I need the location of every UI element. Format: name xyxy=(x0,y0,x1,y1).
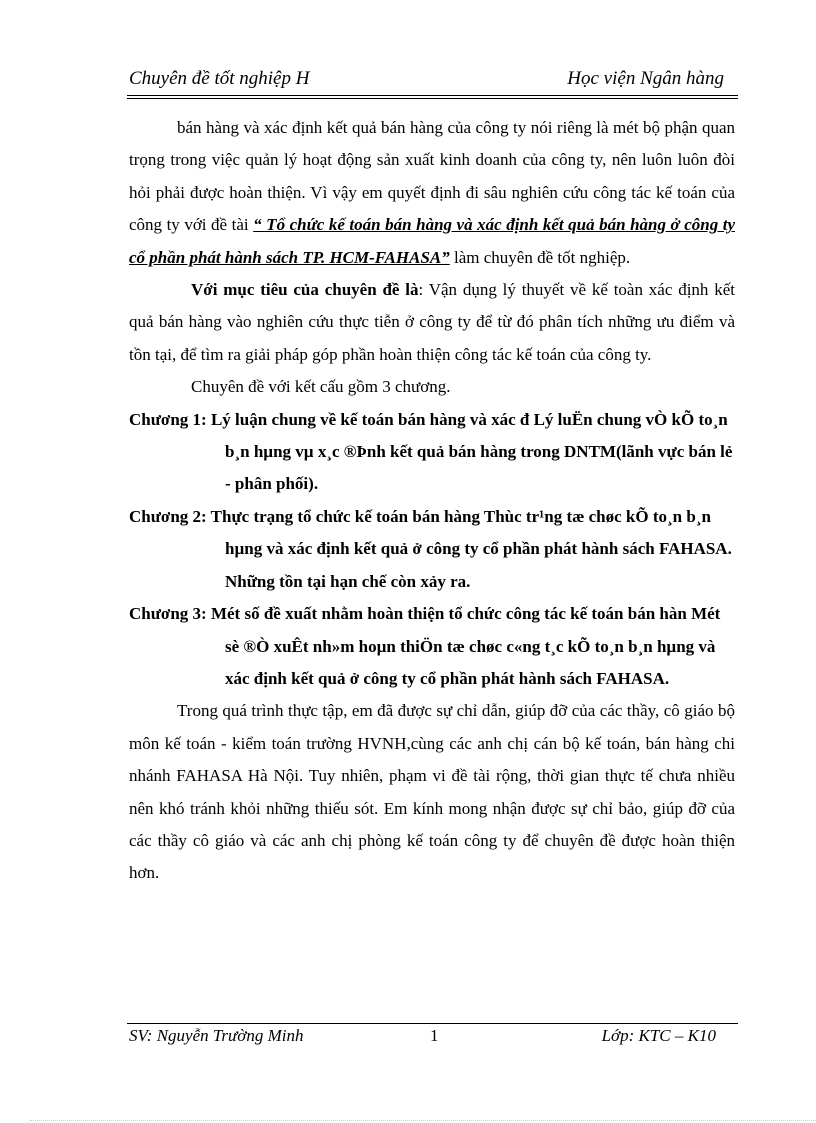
footer-class: Lớp: KTC – K10 xyxy=(601,1026,716,1045)
paragraph-acknowledgement: Trong quá trình thực tập, em đã được sự chỉ dẫn, giúp đỡ của các thầy, cô giáo bộ môn kế toán - kiểm toán trường HVNH,cùng các anh chị cán bộ kế toán, bán hàng chi nhánh FAHASA Hà Nội. Tuy nhiên, phạm vi đề tài rộng, thời gian thực tế chưa nhiều nên khó tránh khỏi những thiếu sót. Em kính mong nhận được sự chỉ bảo, giúp đỡ của các thầy cô giáo và các anh chị phòng kế toán công ty để chuyên đề được hoàn thiện hơn. xyxy=(129,701,735,883)
chapter-item xyxy=(129,404,735,501)
footer-student: SV: Nguyễn Trường Minh xyxy=(129,1026,304,1045)
header-rule-thick xyxy=(127,95,738,96)
page-number: 1 xyxy=(430,1026,439,1045)
paragraph-objective xyxy=(129,274,735,371)
objective-text: : Vận dụng lý thuyết về kế toàn xác định kết quả bán hàng vào nghiên cứu thực tiễn ở công ty để từ đó phân tích những ưu điểm và tồn tại, để tìm ra giải pháp góp phần hoàn thiện công tác kế toán của công ty. xyxy=(129,280,735,364)
document-body xyxy=(129,112,735,890)
page-header xyxy=(127,62,731,96)
intro-tail: làm chuyên đề tốt nghiệp. xyxy=(449,247,631,267)
chapter-item xyxy=(129,598,735,695)
chapter-text: Mét số đề xuất nhằm hoàn thiện tổ chức công tác kế toán bán hàn Mét sè ®Ò xuÊt nh»m hoµn thiÖn tæ chøc c«ng t¸c kÕ to¸n b¸n hµng và xác định kết quả ở công ty cổ phần phát hành sách FAHASA. xyxy=(210,604,721,688)
chapter-label: Chương 2: xyxy=(129,506,211,526)
objective-label: Với mục tiêu của chuyên đề là xyxy=(191,280,419,300)
thesis-title: “ Tổ chức kế toán bán hàng và xác định kết quả bán hàng ở công ty cổ phần phát hành sách TP. HCM-FAHASA” xyxy=(129,215,735,267)
paragraph-intro xyxy=(129,112,735,274)
chapter-label: Chương 1: xyxy=(129,409,211,429)
header-right-text: Học viện Ngân hàng xyxy=(567,68,724,89)
header-left-text: Chuyên đề tốt nghiệp H xyxy=(129,68,310,89)
chapter-item xyxy=(129,501,735,598)
bottom-dotted-line xyxy=(30,1120,816,1121)
paragraph-structure: Chuyên đề với kết cấu gồm 3 chương. xyxy=(191,377,451,397)
chapter-text: Lý luận chung về kế toán bán hàng và xác đ Lý luËn chung vÒ kÕ to¸n b¸n hµng vµ x¸c ®Þnh kết quả bán hàng trong DNTM(lãnh vực bán lẻ - phân phối). xyxy=(210,409,733,494)
chapter-text: Thực trạng tổ chức kế toán bán hàng Thùc tr¹ng tæ chøc kÕ to¸n b¸n hµng và xác định kết quả ở công ty cổ phần phát hành sách FAHASA. Những tồn tại hạn chế còn xảy ra. xyxy=(210,506,732,591)
chapter-label: Chương 3: xyxy=(129,604,211,624)
header-rule-thin xyxy=(127,98,738,99)
page-footer xyxy=(129,1024,738,1048)
intro-text: bán hàng và xác định kết quả bán hàng của công ty nói riêng là mét bộ phận quan trọng trong việc quản lý hoạt động sản xuất kinh doanh của công ty, nên luôn luôn đòi hỏi phải được hoàn thiện. Vì vậy em quyết định đi sâu nghiên cứu công tác kế toán của công ty với đề tài xyxy=(129,118,735,235)
